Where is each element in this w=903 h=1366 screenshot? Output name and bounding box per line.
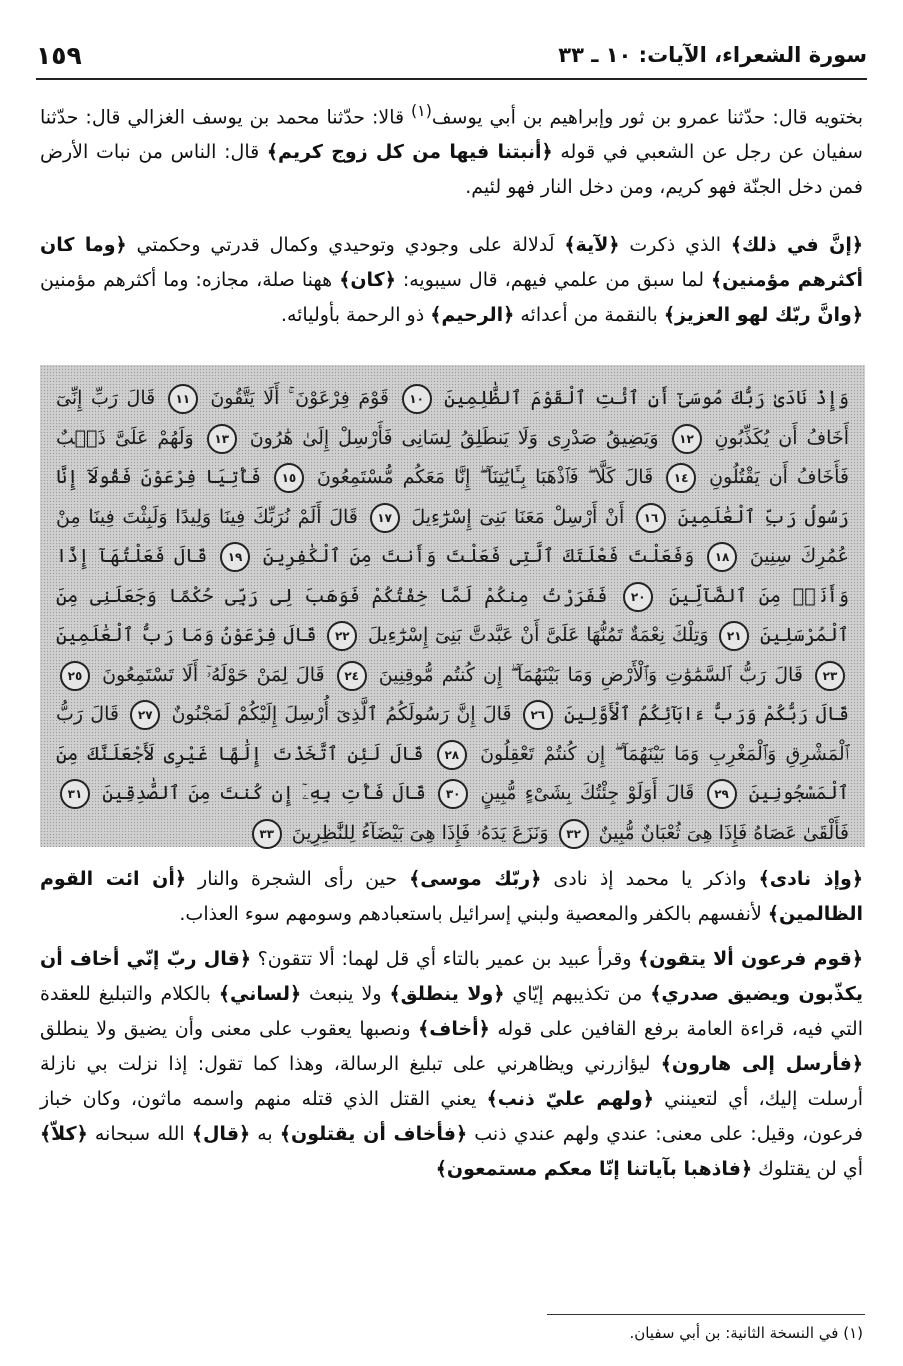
verse-32: فَأَلْقَىٰ عَصَاهُ فَإِذَا هِىَ ثُعْبَانٌ مُّبِينٌ: [598, 821, 849, 844]
quote: ﴿أن ائت القوم الظالمين﴾: [40, 868, 863, 925]
text: بالنقمة من أعدائه: [514, 304, 664, 326]
verse-number-27: ٢٧: [130, 700, 160, 730]
verse-number-25: ٢٥: [60, 661, 90, 691]
verse-number-20: ٢٠: [623, 582, 653, 612]
verse-27: قَالَ إِنَّ رَسُولَكُمُ ٱلَّذِىٓ أُرْسِلَ إِلَيْكُمْ لَمَجْنُونٌ: [171, 703, 512, 725]
paragraph-3: [40, 862, 863, 932]
quote: ﴿أخاف﴾: [418, 1018, 490, 1040]
verse-number-17: ١٧: [370, 503, 400, 533]
verse-13: وَيَضِيقُ صَدْرِى وَلَا يَنطَلِقُ لِسَانِى فَأَرْسِلْ إِلَىٰ هَٰرُونَ: [249, 426, 659, 449]
quote: ﴿وانَّ ربّك لهو العزيز﴾: [663, 304, 863, 326]
verse-33: وَنَزَعَ يَدَهُۥ فَإِذَا هِىَ بَيْضَآءُ لِلنَّٰظِرِينَ: [291, 821, 549, 844]
quote: ﴿كان﴾: [339, 269, 396, 291]
verse-number-31: ٣١: [60, 779, 90, 809]
text: بالكلام والتبليغ للعقدة التي فيه، قراءة العامة برفع القافين على قوله: [40, 983, 864, 1040]
verse-number-16: ١٦: [636, 503, 666, 533]
text: ولا ينبعث: [301, 983, 390, 1005]
text: حين رأى الشجرة والنار: [186, 868, 410, 890]
verse-18: قَالَ أَلَمْ نُرَبِّكَ فِينَا وَلِيدًا وَلَبِثْتَ فِينَا مِنْ عُمُرِكَ سِنِينَ: [56, 505, 849, 567]
verse-15: قَالَ كَلَّا ۖ فَٱذْهَبَا بِـَٔايَٰتِنَآ ۖ إِنَّا مَعَكُم مُّسْتَمِعُونَ: [316, 466, 654, 488]
verse-number-26: ٢٦: [523, 700, 553, 730]
quote: ﴿وإذ نادى﴾: [758, 868, 864, 890]
verse-17: أَنْ أَرْسِلْ مَعَنَا بَنِىٓ إِسْرَٰٓءِيلَ: [411, 505, 625, 528]
text: قالا: حدّثنا محمد بن يوسف الغزالي قال: حدّثنا سفيان عن رجل عن الشعبي في قوله: [40, 106, 863, 164]
verse-24: قَالَ رَبُّ ٱلسَّمَٰوَٰتِ وَٱلْأَرْضِ وَمَا بَيْنَهُمَآ ۖ إِن كُنتُم مُّوقِنِينَ: [378, 663, 803, 686]
text: واذكر يا محمد إذ نادى: [541, 868, 759, 890]
text: يعني القتل الذي قتله منهم واسمه ماثون، وكان خباز فرعون، وقيل: على معنى: عندي ولهم عندي ذنب: [40, 1088, 863, 1145]
footnote-ref[interactable]: (١): [410, 101, 432, 120]
text: أي لن يقتلوك: [752, 1158, 863, 1180]
text: الذي ذكرت: [619, 234, 731, 256]
verse-number-23: ٢٣: [815, 661, 845, 691]
verse-number-10: ١٠: [402, 384, 432, 414]
verse-number-18: ١٨: [707, 542, 737, 572]
quote: ﴿ربّك موسى﴾: [409, 868, 542, 890]
verse-number-24: ٢٤: [337, 661, 367, 691]
verse-22: وَتِلْكَ نِعْمَةٌ تَمُنُّهَا عَلَىَّ أَنْ عَبَّدتَّ بَنِىٓ إِسْرَٰٓءِيلَ: [367, 624, 709, 646]
verse-30: قَالَ أَوَلَوْ جِئْتُكَ بِشَىْءٍ مُّبِينٍ: [480, 782, 695, 804]
text: لَدلالة على وجودي وتوحيدي وكمال قدرتي وحكمتي: [126, 234, 565, 256]
footnote-text: في النسخة الثانية: بن أبي سفيان.: [629, 1324, 844, 1342]
quote: ﴿إنَّ في ذلك﴾: [730, 234, 864, 256]
quran-verses-box: [40, 365, 865, 847]
page-number: ١٥٩: [36, 40, 82, 70]
verse-23: قَالَ فِرْعَوْنُ وَمَا رَبُّ ٱلْعَٰلَمِينَ: [56, 624, 317, 646]
text: قال: الناس من نبات الأرض فمن دخل الجنّة فهو كريم، ومن دخل النار فهو لئيم.: [40, 141, 863, 199]
verse-14: وَلَهُمْ عَلَىَّ ذَنۢبٌ فَأَخَافُ أَن يَقْتُلُونِ: [56, 426, 849, 488]
verse-29: قَالَ لَئِنِ ٱتَّخَذْتَ إِلَٰهًا غَيْرِى لَأَجْعَلَنَّكَ مِنَ ٱلْمَسْجُونِينَ: [56, 742, 849, 804]
verse-number-19: ١٩: [220, 542, 250, 572]
verse-12: قَالَ رَبِّ إِنِّىٓ أَخَافُ أَن يُكَذِّبُونِ: [56, 387, 849, 449]
text: لما سبق من علمي فيهم، قال سيبويه:: [395, 269, 712, 291]
verse-number-11: ١١: [168, 384, 198, 414]
text: بختويه قال: حدّثنا عمرو بن ثور وإبراهيم بن أبي يوسف: [431, 106, 863, 129]
verse-number-13: ١٣: [207, 424, 237, 454]
quote: ﴿قال ربّ إنّي أخاف أن يكذّبون ويضيق صدري﴾: [40, 948, 863, 1005]
verse-11: قَوْمَ فِرْعَوْنَ ۚ أَلَا يَتَّقُونَ: [210, 387, 390, 409]
quote: ﴿ولهم عليّ ذنب﴾: [486, 1088, 654, 1110]
paragraph-2: [40, 228, 863, 333]
verse-number-22: ٢٢: [327, 621, 357, 651]
quote: ﴿أنبتنا فيها من كل زوج كريم﴾: [266, 141, 553, 164]
surah-title: سورة الشعراء، الآيات: ١٠ ـ ٣٣: [558, 43, 867, 67]
verse-number-12: ١٢: [672, 424, 702, 454]
verse-26: قَالَ رَبُّكُمْ وَرَبُّ ءَابَآئِكُمُ ٱلْأَوَّلِينَ: [564, 703, 849, 725]
verse-21: فَفَرَرْتُ مِنكُمْ لَمَّا خِفْتُكُمْ فَوَهَبَ لِى رَبِّى حُكْمًا وَجَعَلَنِى مِنَ ٱلْمُرْسَلِينَ: [56, 584, 850, 646]
text: ليؤازرني ويظاهرني على تبليغ الرسالة، وهذا كما تقول: إذا نزلت بي نازلة أرسلت إليك، أي لتعينني: [40, 1053, 863, 1110]
footnote-rule: [547, 1314, 865, 1315]
text: من تكذيبهم إيّاي: [504, 983, 651, 1005]
quote: ﴿لساني﴾: [218, 983, 302, 1005]
verse-20: قَالَ فَعَلْتُهَآ إِذًا وَأَنَا۠ مِنَ ٱلضَّآلِّينَ: [56, 545, 849, 607]
text: ونصبها يعقوب على معنى وأن يضيق ولا ينطلق: [40, 1018, 419, 1040]
text: لأنفسهم بالكفر والمعصية ولبني إسرائيل باستعبادهم وسومهم سوء العذاب.: [179, 903, 768, 925]
text: ههنا صلة، مجازه: وما أكثرهم مؤمنين: [40, 269, 340, 291]
verse-19: وَفَعَلْتَ فَعْلَتَكَ ٱلَّتِى فَعَلْتَ وَأَنتَ مِنَ ٱلْكَٰفِرِينَ: [262, 545, 695, 567]
text: الله سبحانه: [87, 1123, 192, 1145]
header-rule: [36, 78, 867, 80]
verse-number-28: ٢٨: [437, 740, 467, 770]
quote: ﴿الرحيم﴾: [430, 304, 515, 326]
verse-number-15: ١٥: [274, 463, 304, 493]
quote: ﴿ولا ينطلق﴾: [389, 983, 505, 1005]
footnote: [40, 1320, 863, 1346]
text: ذو الرحمة بأوليائه.: [280, 304, 431, 326]
footnote-number: (١): [843, 1324, 863, 1342]
verse-number-29: ٢٩: [707, 779, 737, 809]
verse-25: قَالَ لِمَنْ حَوْلَهُۥٓ أَلَا تَسْتَمِعُونَ: [102, 663, 325, 686]
quote: ﴿قوم فرعون ألا يتقون﴾: [638, 948, 863, 970]
commentary-3: [40, 862, 863, 1197]
quote: ﴿وما كان أكثرهم مؤمنين﴾: [40, 234, 863, 291]
quote: ﴿فأرسل إلى هارون﴾: [660, 1053, 863, 1075]
text: وقرأ عبيد بن عمير بالتاء أي قل لهما: ألا تتقون؟: [251, 948, 639, 970]
text: به: [250, 1123, 280, 1145]
quote: ﴿كلاّ﴾: [40, 1123, 88, 1145]
verse-number-33: ٣٣: [252, 819, 282, 849]
quote: ﴿فاذهبا بآياتنا إنّا معكم مستمعون﴾: [435, 1158, 753, 1180]
commentary-2: [40, 228, 863, 343]
page-header: [36, 36, 867, 74]
quote: ﴿فأخاف أن يقتلون﴾: [279, 1123, 468, 1145]
paragraph-1: [40, 93, 863, 205]
quote: ﴿لآية﴾: [564, 234, 620, 256]
verse-number-30: ٣٠: [438, 779, 468, 809]
paragraph-4: [40, 942, 863, 1187]
quote: ﴿قال﴾: [191, 1123, 251, 1145]
verse-number-21: ٢١: [719, 621, 749, 651]
verse-16: فَأْتِيَا فِرْعَوْنَ فَقُولَآ إِنَّا رَسُولُ رَبِّ ٱلْعَٰلَمِينَ: [56, 466, 850, 528]
verse-28: قَالَ رَبُّ ٱلْمَشْرِقِ وَٱلْمَغْرِبِ وَمَا بَيْنَهُمَآ ۖ إِن كُنتُمْ تَعْقِلُونَ: [56, 703, 849, 765]
verse-31: قَالَ فَأْتِ بِهِۦٓ إِن كُنتَ مِنَ ٱلصَّٰدِقِينَ: [102, 782, 426, 804]
commentary-intro: [40, 93, 863, 215]
verse-10: وَإِذْ نَادَىٰ رَبُّكَ مُوسَىٰٓ أَنِ ٱئْتِ ٱلْقَوْمَ ٱلظَّٰلِمِينَ: [444, 387, 849, 409]
verse-number-32: ٣٢: [559, 819, 589, 849]
verse-number-14: ١٤: [666, 463, 696, 493]
